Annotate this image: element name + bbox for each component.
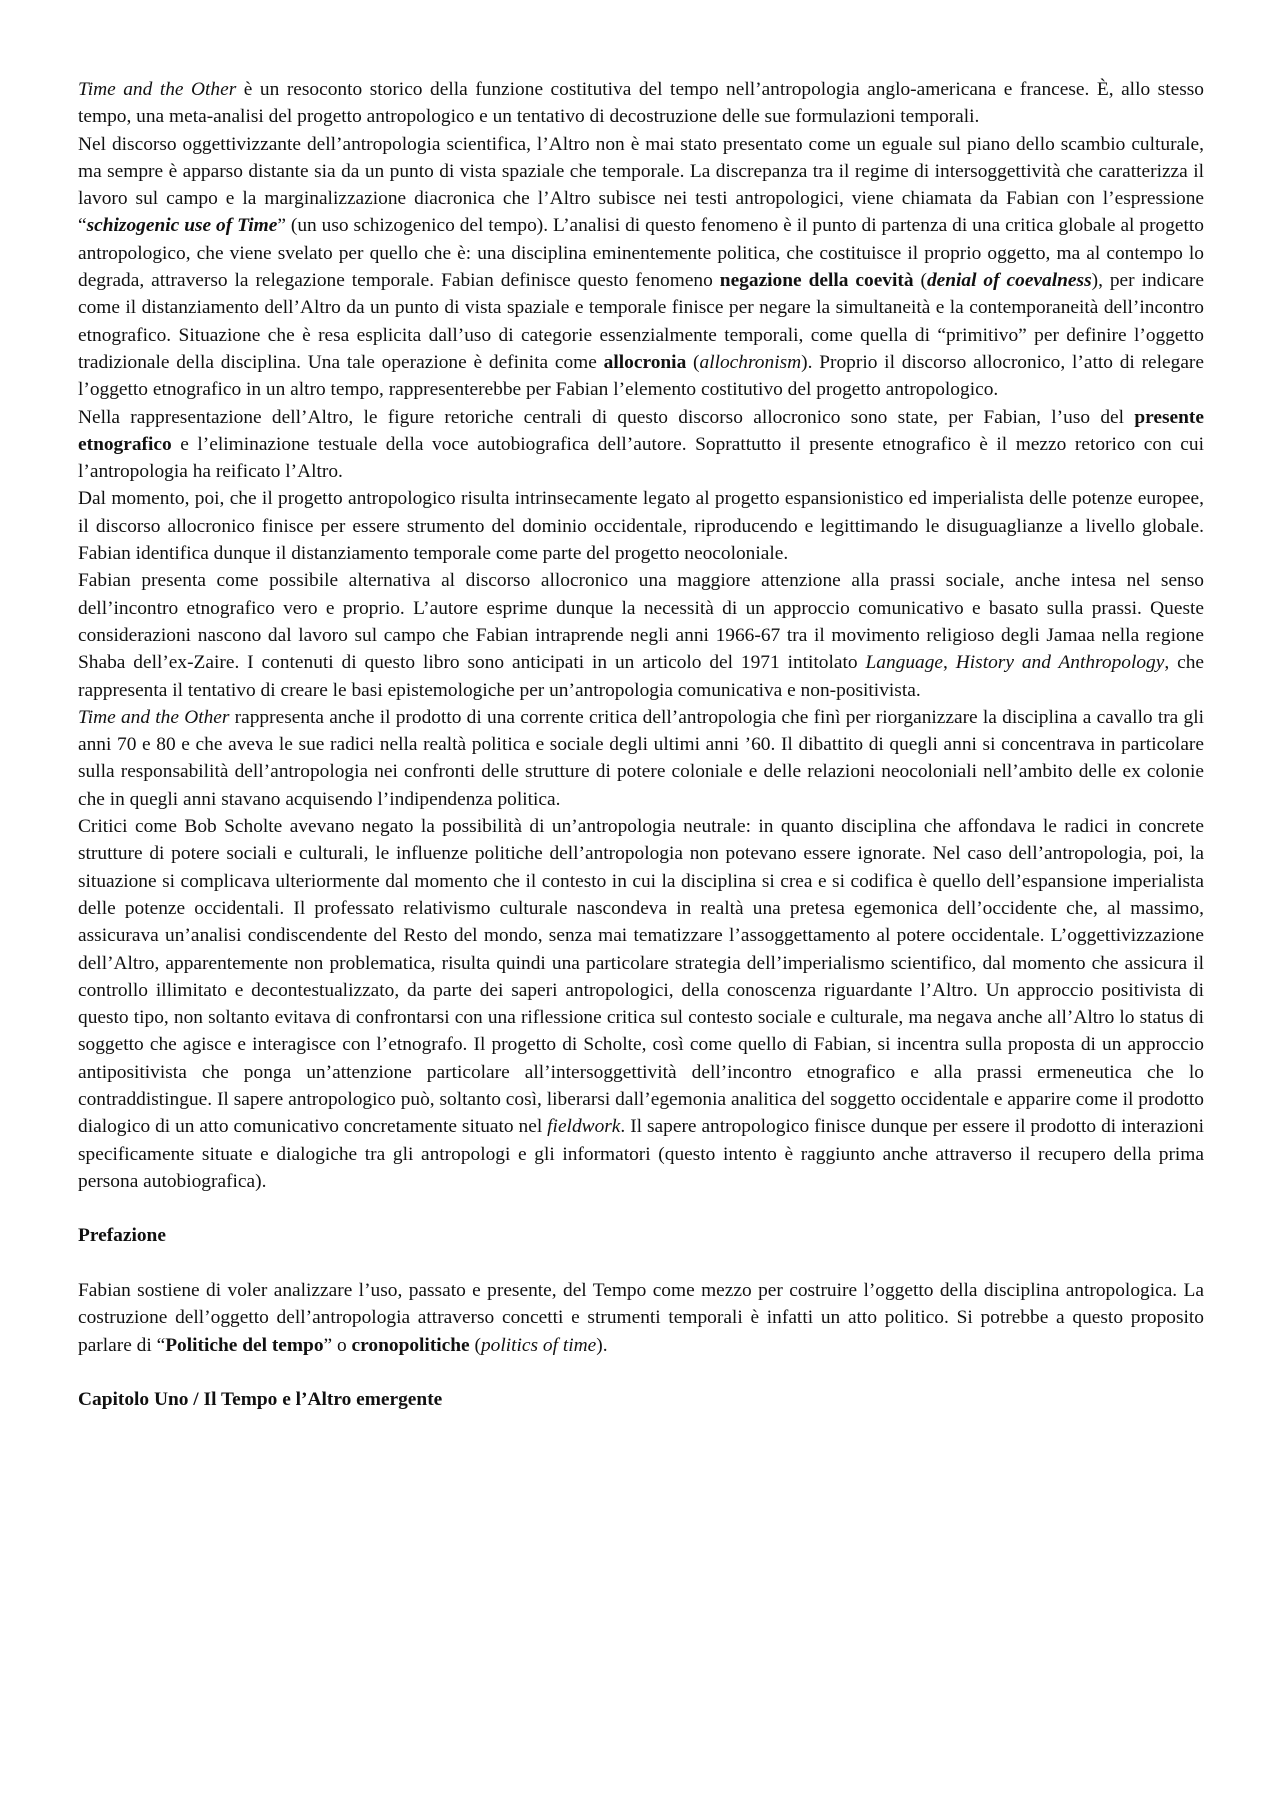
heading-prefazione: Prefazione <box>78 1225 166 1247</box>
spacer <box>78 1195 1204 1222</box>
text-run: Dal momento, poi, che il progetto antropologico risulta intrinsecamente legato al progetto espansionistico ed imperialista delle potenze europee, il discorso allocronico finisce per essere strumento del dominio occidentale, riproducendo e legittimando le disuguaglianze a livello globale. Fabian identifica dunque il distanziamento temporale come parte del progetto neocoloniale. <box>78 488 1204 565</box>
text-run: Fabian presenta come possibile alternativa al discorso allocronico una maggiore attenzione alla prassi sociale, anche intesa nel senso dell’incontro etnografico vero e proprio. L’autore esprime dunque la necessità di un approccio comunicativo e basato sulla prassi. Queste considerazioni nascono dal lavoro sul campo che Fabian intraprende negli anni 1966-67 tra il movimento religioso degli Jamaa nella regione Shaba dell’ex-Zaire. I contenuti di questo libro sono anticipati in un articolo del 1971 intitolato <box>78 570 1204 674</box>
text-run: ), per indicare come il distanziamento dell’Altro da un punto di vista spaziale e temporale finisce per negare la simultaneità e la contemporaneità dell’incontro etnografico. Situazione che è resa esplicita dall’uso di categorie essenzialmente temporali, come quella di “primitivo” per definire l’oggetto tradizionale della disciplina. Una tale operazione è definita come <box>78 270 1204 373</box>
text-run: ( <box>686 351 700 373</box>
paragraph-ethnographic-present <box>78 404 1204 486</box>
bold-run: Politiche del tempo <box>165 1334 324 1356</box>
paragraph-neocolonial <box>78 485 1204 567</box>
italic-run: politics of time <box>480 1334 597 1356</box>
emphasis-text: denial of coevalness <box>926 270 1092 292</box>
text-run: ( <box>913 270 927 292</box>
text-run: ” (un uso schizogenico del tempo). L’analisi di questo fenomeno è il punto di partenza di una critica globale al progetto antropologico, che viene svelato per quello che è: una disciplina eminentemente politica, che costituisce il proprio oggetto, ma al contempo lo degrada, attraverso la relegazione temporale. Fabian definisce questo fenomeno <box>78 215 1204 292</box>
text-run: Nella rappresentazione dell’Altro, le figure retoriche centrali di questo discorso allocronico sono state, per Fabian, l’uso del <box>78 406 1135 428</box>
text-run: è un resoconto storico della funzione costitutiva del tempo nell’antropologia anglo-americana e francese. È, allo stesso tempo, una meta-analisi del progetto antropologico e un tentativo di decostruzione delle sue formulazioni temporali. <box>78 79 1204 128</box>
paragraph-alternative-praxis <box>78 567 1204 703</box>
text-run: , che rappresenta il tentativo di creare le basi epistemologiche per un’antropologia comunicativa e non-positivista. <box>78 652 1204 701</box>
text-run: Fabian sostiene di voler analizzare l’uso, passato e presente, del Tempo come mezzo per costruire l’oggetto della disciplina antropologica. La costruzione dell’oggetto dell’antropologia attraverso concetti e strumenti temporali è infatti un atto politico. Si potrebbe a questo proposito parlare di “ <box>78 1280 1204 1356</box>
text-run: Nel discorso oggettivizzante dell’antropologia scientifica, l’Altro non è mai stato presentato come un eguale sul piano dello scambio culturale, ma sempre è apparso distante sia da un punto di vista spaziale che temporale. La discrepanza tra il regime di intersoggettività che caratterizza il lavoro sul campo e la marginalizzazione diacronica che l’Altro subisce nei testi antropologici, viene chiamata da Fabian con l’espressione “ <box>78 133 1204 237</box>
text-run: rappresenta anche il prodotto di una corrente critica dell’antropologia che finì per riorganizzare la disciplina a cavallo tra gli anni 70 e 80 e che aveva le sue radici nella realtà politica e sociale degli ultimi anni ’60. Il dibattito di quegli anni si concentrava in particolare sulla responsabilità dell’antropologia nei confronti delle strutture di potere coloniale e delle relazioni neocoloniali nell’ambito delle ex colonie che in quegli anni stavano acquisendo l’indipendenza politica. <box>78 706 1204 810</box>
paragraph-critical-current <box>78 704 1204 813</box>
text-run: ). Proprio il discorso allocronico, l’atto di relegare l’oggetto etnografico in un altro tempo, rappresenterebbe per Fabian l’elemento costitutivo del progetto antropologico. <box>78 351 1204 401</box>
text-run: , <box>943 652 956 674</box>
paragraph-intro <box>78 76 1204 131</box>
heading-chapter-one: Capitolo Uno / Il Tempo e l’Altro emergente <box>78 1389 443 1411</box>
paragraph-scholte <box>78 813 1204 1195</box>
italic-run: History and Anthropology <box>955 652 1165 674</box>
italic-run: Time and the Other <box>78 706 230 728</box>
text-run: e l’eliminazione testuale della voce autobiografica dell’autore. Soprattutto il presente etnografico è il mezzo retorico con cui l’antropologia ha reificato l’Altro. <box>78 433 1204 483</box>
text-run: Critici come Bob Scholte avevano negato la possibilità di un’antropologia neutrale: in quanto disciplina che affondava le radici in concrete strutture di potere sociali e culturali, le influenze politiche dell’antropologia non potevano essere ignorate. Nel caso dell’antropologia, poi, la situazione si complicava ulteriormente dal momento che il contesto in cui la disciplina si crea e si codifica è quello dell’espansione imperialista delle potenze occidentali. Il professato relativismo culturale nascondeva in realtà una pretesa egemonica dell’occidente che, al massimo, assicurava un’analisi condiscendente del Resto del mondo, senza mai tematizzare l’assoggettamento al potere occidentale. L’oggettivizzazione dell’Altro, apparentemente non problematica, risulta quindi una particolare strategia dell’imperialismo scientifico, dal momento che assicura il controllo illimitato e decontestualizzato, da parte dei saperi antropologici, della conoscenza riguardante l’Altro. Un approccio positivista di questo tipo, non soltanto evitava di confrontarsi con una riflessione critica sul contesto sociale e culturale, ma negava anche all’Altro lo status di soggetto che agisce e interagisce con l’etnografo. Il progetto di Scholte, così come quello di Fabian, si incentra sulla proposta di un approccio antipositivista che ponga un’attenzione particolare all’intersoggettività dell’incontro etnografico e alla prassi ermeneutica che lo contraddistingue. Il sapere antropologico può, soltanto così, liberarsi dall’egemonia analitica del soggetto occidentale e apparire come il prodotto dialogico di un atto comunicativo concretamente situato nel <box>78 816 1204 1138</box>
italic-run: allochronism <box>699 351 802 373</box>
emphasis-text: schizogenic use of Time <box>86 215 278 237</box>
document-page <box>78 76 1204 1414</box>
text-run: ( <box>469 1334 481 1356</box>
paragraph-schizogenic-time <box>78 131 1204 404</box>
italic-run: fieldwork <box>547 1116 621 1138</box>
italic-run: Language <box>865 652 944 674</box>
bold-italic-run <box>927 270 1092 291</box>
spacer <box>78 1250 1204 1277</box>
bold-italic-run <box>87 215 278 236</box>
text-run: . Il sapere antropologico finisce dunque per essere il prodotto di interazioni specificamente situate e dialogiche tra gli antropologi e gli informatori (questo intento è raggiunto anche attraverso il recupero della prima persona autobiografica). <box>78 1116 1204 1192</box>
bold-run: cronopolitiche <box>351 1334 470 1356</box>
bold-run: negazione della coevità <box>719 270 914 292</box>
bold-run: allocronia <box>603 351 687 373</box>
bold-run: presente etnografico <box>78 406 1204 455</box>
spacer <box>78 1359 1204 1386</box>
paragraph-preface <box>78 1277 1204 1359</box>
italic-run: Time and the Other <box>78 79 237 100</box>
text-run: ” o <box>323 1334 352 1356</box>
text-run: ). <box>596 1334 608 1356</box>
